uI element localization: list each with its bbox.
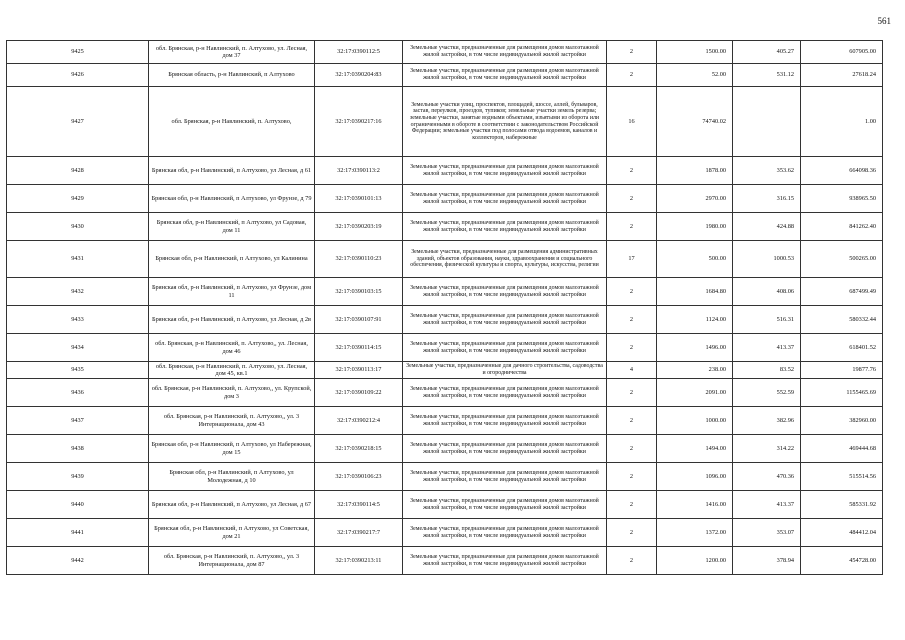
record-number: 9432 [7,278,149,306]
use-group-code-cell: 2 [607,379,657,407]
area-cell: 500.00 [657,241,733,278]
cadastral-number-cell: 32:17:0390114:5 [315,491,403,519]
record-number: 9442 [7,547,149,575]
use-group-code-cell: 2 [607,463,657,491]
area-cell: 1496.00 [657,334,733,362]
area-cell: 74740.02 [657,87,733,157]
record-number: 9430 [7,213,149,241]
use-group-code-cell: 4 [607,362,657,379]
land-use-cell: Земельные участки, предназначенные для дачного строительства, садоводства и огородничества [403,362,607,379]
cadastral-value-table [6,40,883,575]
address-cell: Брянская обл, р-н Навлинский, п Алтухово, ул Фрунзе, д 79 [149,185,315,213]
address-cell: Брянская обл, р-н Навлинский, п Алтухово, ул Лесная, д 67 [149,491,315,519]
land-use-cell: Земельные участки улиц, проспектов, площадей, шоссе, аллей, бульваров, застав, переулков, проездов, тупиков; земельные участки земель резерва; земельные участки, занятые водными объектами, изъятыми из оборота или ограниченными в обороте в соответствии с законодательством Российской Федерации; земельные участки под полосами отвода водоемов, каналов и коллекторов, набережные [403,87,607,157]
specific-value-cell: 531.12 [733,64,801,87]
table-row [7,306,883,334]
address-cell: обл. Брянская, р-н Навлинский, п. Алтухово,, ул. Лесная, дом 46 [149,334,315,362]
cadastral-number-cell: 32:17:0390114:15 [315,334,403,362]
land-use-cell: Земельные участки, предназначенные для размещения домов малоэтажной жилой застройки, в том числе индивидуальной жилой застройки [403,379,607,407]
area-cell: 1372.00 [657,519,733,547]
specific-value-cell: 413.37 [733,334,801,362]
address-cell: Брянская обл, р-н Навлинский, п Алтухово, ул Набережная, дом 15 [149,435,315,463]
land-use-cell: Земельные участки, предназначенные для размещения административных зданий, объектов образования, науки, здравоохранения и социального обеспечения, физической культуры и спорта, культуры, искусства, религии [403,241,607,278]
cadastral-number-cell: 32:17:0390203:19 [315,213,403,241]
specific-value-cell: 405.27 [733,41,801,64]
area-cell: 1500.00 [657,41,733,64]
record-number: 9429 [7,185,149,213]
record-number: 9434 [7,334,149,362]
record-number: 9433 [7,306,149,334]
specific-value-cell: 382.96 [733,407,801,435]
area-cell: 1684.80 [657,278,733,306]
table-row [7,278,883,306]
cadastral-number-cell: 32:17:0390218:15 [315,435,403,463]
address-cell: обл. Брянская, р-н Навлинский, п. Алтухово,, ул. Крупской, дом 3 [149,379,315,407]
land-use-cell: Земельные участки, предназначенные для размещения домов малоэтажной жилой застройки, в том числе индивидуальной жилой застройки [403,519,607,547]
table-row [7,241,883,278]
area-cell: 1200.00 [657,547,733,575]
specific-value-cell: 83.52 [733,362,801,379]
land-use-cell: Земельные участки, предназначенные для размещения домов малоэтажной жилой застройки, в том числе индивидуальной жилой застройки [403,278,607,306]
record-number: 9437 [7,407,149,435]
cadastral-number-cell: 32:17:0390217:7 [315,519,403,547]
cadastral-value-cell: 27618.24 [801,64,883,87]
land-use-cell: Земельные участки, предназначенные для размещения домов малоэтажной жилой застройки, в том числе индивидуальной жилой застройки [403,157,607,185]
cadastral-number-cell: 32:17:0390113:2 [315,157,403,185]
table-row [7,491,883,519]
table-row [7,41,883,64]
cadastral-number-cell: 32:17:0390103:15 [315,278,403,306]
area-cell: 238.00 [657,362,733,379]
address-cell: Брянская обл, р-н Навлинский, п Алтухово, ул Калинина [149,241,315,278]
cadastral-number-cell: 32:17:0390106:23 [315,463,403,491]
record-number: 9438 [7,435,149,463]
use-group-code-cell: 2 [607,407,657,435]
cadastral-value-cell: 1155465.69 [801,379,883,407]
area-cell: 1416.00 [657,491,733,519]
area-cell: 1096.00 [657,463,733,491]
cadastral-value-cell: 500265.00 [801,241,883,278]
cadastral-number-cell: 32:17:0390112:5 [315,41,403,64]
address-cell: обл. Брянская, р-н Навлинский, п. Алтухово,, ул. 3 Интернационала, дом 43 [149,407,315,435]
cadastral-number-cell: 32:17:0390110:23 [315,241,403,278]
land-use-cell: Земельные участки, предназначенные для размещения домов малоэтажной жилой застройки, в том числе индивидуальной жилой застройки [403,491,607,519]
land-use-cell: Земельные участки, предназначенные для размещения домов малоэтажной жилой застройки, в том числе индивидуальной жилой застройки [403,463,607,491]
cadastral-value-cell: 664098.36 [801,157,883,185]
record-number: 9435 [7,362,149,379]
area-cell: 1980.00 [657,213,733,241]
address-cell: Брянская обл, р-н Навлинский, п Алтухово, ул Лесная, д 2в [149,306,315,334]
use-group-code-cell: 2 [607,157,657,185]
address-cell: обл. Брянская, р-н Навлинский, п. Алтухово,, ул. 3 Интернационала, дом 87 [149,547,315,575]
area-cell: 52.00 [657,64,733,87]
specific-value-cell: 470.36 [733,463,801,491]
address-cell: обл. Брянская, р-н Навлинский, п. Алтухово, ул. Лесная, дом 37 [149,41,315,64]
table-row [7,463,883,491]
use-group-code-cell: 17 [607,241,657,278]
specific-value-cell: 353.07 [733,519,801,547]
table-row [7,379,883,407]
record-number: 9426 [7,64,149,87]
cadastral-number-cell: 32:17:0390109:22 [315,379,403,407]
record-number: 9441 [7,519,149,547]
area-cell: 2091.00 [657,379,733,407]
use-group-code-cell: 2 [607,185,657,213]
record-number: 9440 [7,491,149,519]
record-number: 9425 [7,41,149,64]
specific-value-cell [733,87,801,157]
specific-value-cell: 408.06 [733,278,801,306]
use-group-code-cell: 2 [607,491,657,519]
use-group-code-cell: 2 [607,519,657,547]
record-number: 9427 [7,87,149,157]
area-cell: 1494.00 [657,435,733,463]
address-cell: Брянская обл, р-н Навлинский, п Алтухово, ул Лесная, д 61 [149,157,315,185]
land-use-cell: Земельные участки, предназначенные для размещения домов малоэтажной жилой застройки, в том числе индивидуальной жилой застройки [403,547,607,575]
cadastral-value-cell: 469444.68 [801,435,883,463]
land-use-cell: Земельные участки, предназначенные для размещения домов малоэтажной жилой застройки, в том числе индивидуальной жилой застройки [403,41,607,64]
area-cell: 1878.00 [657,157,733,185]
use-group-code-cell: 2 [607,435,657,463]
table-row [7,435,883,463]
cadastral-value-cell: 1.00 [801,87,883,157]
table-row [7,213,883,241]
cadastral-number-cell: 32:17:0390217:16 [315,87,403,157]
specific-value-cell: 413.37 [733,491,801,519]
table-row [7,185,883,213]
cadastral-value-cell: 841262.40 [801,213,883,241]
cadastral-number-cell: 32:17:0390212:4 [315,407,403,435]
address-cell: Брянская обл, р-н Навлинский, п Алтухово, ул Советская, дом 21 [149,519,315,547]
cadastral-value-cell: 19877.76 [801,362,883,379]
use-group-code-cell: 2 [607,278,657,306]
cadastral-number-cell: 32:17:0390101:13 [315,185,403,213]
specific-value-cell: 316.15 [733,185,801,213]
land-use-cell: Земельные участки, предназначенные для размещения домов малоэтажной жилой застройки, в том числе индивидуальной жилой застройки [403,435,607,463]
use-group-code-cell: 2 [607,213,657,241]
specific-value-cell: 552.59 [733,379,801,407]
specific-value-cell: 314.22 [733,435,801,463]
use-group-code-cell: 2 [607,547,657,575]
table-row [7,362,883,379]
cadastral-number-cell: 32:17:0390113:17 [315,362,403,379]
land-use-cell: Земельные участки, предназначенные для размещения домов малоэтажной жилой застройки, в том числе индивидуальной жилой застройки [403,213,607,241]
land-use-cell: Земельные участки, предназначенные для размещения домов малоэтажной жилой застройки, в том числе индивидуальной жилой застройки [403,185,607,213]
land-use-cell: Земельные участки, предназначенные для размещения домов малоэтажной жилой застройки, в том числе индивидуальной жилой застройки [403,407,607,435]
table-row [7,87,883,157]
cadastral-value-cell: 607905.00 [801,41,883,64]
record-number: 9431 [7,241,149,278]
record-number: 9436 [7,379,149,407]
specific-value-cell: 424.88 [733,213,801,241]
cadastral-value-cell: 454728.00 [801,547,883,575]
address-cell: Брянская обл, р-н Навлинский, п Алтухово, ул Садовая, дом 11 [149,213,315,241]
cadastral-value-cell: 382960.00 [801,407,883,435]
use-group-code-cell: 2 [607,306,657,334]
record-number: 9439 [7,463,149,491]
specific-value-cell: 516.31 [733,306,801,334]
table-row [7,547,883,575]
specific-value-cell: 353.62 [733,157,801,185]
cadastral-value-cell: 938965.50 [801,185,883,213]
address-cell: Брянская обл, р-н Навлинский, п Алтухово, ул Молодежная, д 10 [149,463,315,491]
cadastral-value-cell: 484412.04 [801,519,883,547]
table-row [7,519,883,547]
cadastral-value-cell: 687499.49 [801,278,883,306]
use-group-code-cell: 2 [607,64,657,87]
address-cell: обл. Брянская, р-н Навлинский, п. Алтухово, [149,87,315,157]
land-use-cell: Земельные участки, предназначенные для размещения домов малоэтажной жилой застройки, в том числе индивидуальной жилой застройки [403,64,607,87]
table-row [7,407,883,435]
land-use-cell: Земельные участки, предназначенные для размещения домов малоэтажной жилой застройки, в том числе индивидуальной жилой застройки [403,306,607,334]
record-number: 9428 [7,157,149,185]
cadastral-value-cell: 580332.44 [801,306,883,334]
page-number: 561 [877,16,891,26]
cadastral-number-cell: 32:17:0390204:83 [315,64,403,87]
area-cell: 2970.00 [657,185,733,213]
use-group-code-cell: 2 [607,41,657,64]
area-cell: 1124.00 [657,306,733,334]
area-cell: 1000.00 [657,407,733,435]
specific-value-cell: 378.94 [733,547,801,575]
address-cell: Брянская область, р-н Навлинский, п Алтухово [149,64,315,87]
table-row [7,157,883,185]
specific-value-cell: 1000.53 [733,241,801,278]
table-row [7,64,883,87]
cadastral-value-cell: 618401.52 [801,334,883,362]
use-group-code-cell: 2 [607,334,657,362]
cadastral-value-cell: 515514.56 [801,463,883,491]
address-cell: Брянская обл, р-н Навлинский, п Алтухово, ул Фрунзе, дом 11 [149,278,315,306]
table-row [7,334,883,362]
land-use-cell: Земельные участки, предназначенные для размещения домов малоэтажной жилой застройки, в том числе индивидуальной жилой застройки [403,334,607,362]
address-cell: обл. Брянская, р-н Навлинский, п. Алтухово, ул. Лесная, дом 45, кв.1 [149,362,315,379]
cadastral-number-cell: 32:17:0390213:11 [315,547,403,575]
cadastral-number-cell: 32:17:0390107:91 [315,306,403,334]
cadastral-value-cell: 585331.92 [801,491,883,519]
use-group-code-cell: 16 [607,87,657,157]
